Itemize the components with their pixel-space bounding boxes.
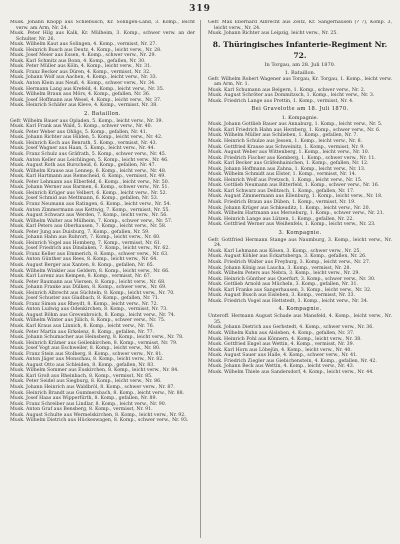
- casualty-entry: Musk. Karl Franke aus Sangerhausen, 3. Komp., leicht verw., Nr. 32.: [208, 287, 372, 293]
- casualty-entry: Musk. Anton Günther aus Rees, 8. Komp., leicht verw., Nr. 64.: [10, 257, 158, 263]
- casualty-entry: Musk. August Otto aus Schleiden, 8. Komp., gefallen, Nr. 83.: [10, 362, 155, 368]
- casualty-entry: Musk. Peter Martin aus Erkelenz, 8. Komp., gefallen, Nr. 77.: [10, 329, 155, 335]
- casualty-list-block-5: [208, 314, 392, 375]
- casualty-entry: Musk. Johann Hoffmann aus Zahna, 1. Komp., leicht verw., Nr. 13.: [208, 166, 366, 172]
- casualty-entry: Musk. Johann Beck aus Wettin, 4. Komp., leicht verw., Nr. 43.: [208, 364, 355, 370]
- casualty-entry: Gefr. Wilhelm Robert Wagener aus Torgau, Kr. Torgau, 1. Komp., leicht verw. am Arm, Nr. 1.: [208, 76, 392, 88]
- casualty-entry: Musk. Heinrich Schulze aus Jessen, 1. Komp., leicht verw., Nr. 8.: [208, 139, 363, 145]
- casualty-entry: Musk. Karl Lorenz aus Kempen, 8. Komp., vermisst, Nr. 67.: [10, 274, 152, 280]
- casualty-entry: Musk. Friedrich Vogel aus Hettstedt, 3. Komp., leicht verw., Nr. 34.: [208, 298, 369, 304]
- casualty-entry: Musk. Josef Haas aus Wipperfürth, 8. Komp., gefallen, Nr. 89.: [10, 396, 157, 402]
- casualty-entry: Musk. Josef Vogt aus Eschweiler, 8. Komp., leicht verw., Nr. 80.: [10, 346, 161, 352]
- casualty-list-block-3: [208, 122, 392, 227]
- casualty-entry: Musk. Hermann Lang aus Krefeld, 4. Komp., leicht verw., Nr. 35.: [10, 86, 165, 92]
- casualty-entry: Musk. Wilhelm Sommer aus Euskirchen, 8. Komp., leicht verw., Nr. 84.: [10, 368, 179, 374]
- casualty-entry: Musk. Gottfried Krause aus Schweinitz, 1. Komp., vermisst, Nr. 9.: [208, 144, 365, 150]
- casualty-entry: Musk. Franz Keller aus Emmerich, 8. Komp., schwer verw., Nr. 63.: [10, 251, 169, 257]
- casualty-entry: Musk. Friedrich Fischer aus Kemberg, 1. Komp., schwer verw., Nr. 11.: [208, 155, 376, 161]
- casualty-entry: Musk. Heinrich Krämer aus Geilenkirchen, 8. Komp., vermisst, Nr. 79.: [10, 340, 178, 346]
- page-number: 319: [189, 4, 211, 14]
- casualty-entry: Musk. Johann Gottlieb Bauer aus Annaburg, 1. Komp., leicht verw., Nr. 5.: [208, 122, 383, 128]
- casualty-entry: Musk. Franz Schreiber aus Lindlar, 8. Komp., leicht verw., Nr. 90.: [10, 401, 167, 407]
- casualty-entry: Musk. Heinrich Lange aus Lützen, 1. Komp., gefallen, Nr. 22.: [208, 216, 354, 222]
- casualty-entry: Musk. Wilhelm Dietrich aus Hückeswagen, 8. Komp., schwer verw., Nr. 93.: [10, 418, 189, 424]
- casualty-entry: Musk. Wilhelm Kaut aus Solingen, 4. Komp., vermisst, Nr. 27.: [10, 42, 157, 48]
- casualty-entry: Musk. Franz Simon aus Rheydt, 8. Komp., leicht verw., Nr. 72.: [10, 301, 159, 307]
- casualty-entry: Musk. August Zimmermann aus Eilenburg, 1. Komp., leicht verw., Nr. 18.: [208, 194, 383, 200]
- casualty-entry: Musk. Heinrich Wolf aus Pretzsch, 1. Komp., leicht verw., Nr. 15.: [208, 177, 363, 183]
- casualty-entry: Musk. Peter Weber aus Ohligs, 5. Komp., gefallen, Nr. 41.: [10, 129, 148, 135]
- casualty-entry: Musk. Johann Richter aus Leipzig, leicht verw., Nr. 25.: [208, 31, 338, 37]
- casualty-entry: Musk. Wilhelm Schmidt aus Elster, 1. Komp., vermisst, Nr. 14.: [208, 172, 357, 178]
- casualty-entry: Musk. Anton Graf aus Bensberg, 8. Komp., vermisst, Nr. 91.: [10, 407, 153, 413]
- casualty-entry: Musk. Heinrich Pohl aus Könnern, 4. Komp., leicht verw., Nr. 38.: [208, 336, 362, 342]
- casualty-entry: Musk. Wilhelm Peters aus Nebra, 3. Komp., leicht verw., Nr. 29.: [208, 271, 360, 277]
- casualty-entry: Musk. Wilhelm Thiele aus Sandersdorf, 4. Komp., leicht verw., Nr. 44.: [208, 369, 374, 375]
- casualty-entry: Musk. August Weber aus Wittenberg, 1. Komp., leicht verw., Nr. 10.: [208, 150, 370, 156]
- casualty-entry: Musk. Karl Schumann aus Belgern, 1. Komp., schwer verw., Nr. 2.: [208, 87, 366, 93]
- casualty-entry: Musk. Karl Groß aus Rheinbach, 8. Komp., vermisst, Nr. 85.: [10, 373, 153, 379]
- casualty-list-block-2: [10, 119, 195, 424]
- casualty-entry: Musk. Karl Lehmann aus Kösen, 3. Komp., schwer verw., Nr. 25.: [208, 248, 361, 254]
- casualty-entry: Musk. Wilhelm Krause aus Lennep, 6. Komp., leicht verw., Nr. 48.: [10, 168, 167, 174]
- battle-heading: Bei Gravelotte am 18. Juli 1870.: [251, 106, 349, 113]
- casualty-entry: Musk. Johann Dietrich aus Gerbstedt, 4. Komp., schwer verw., Nr. 36.: [208, 325, 374, 331]
- casualty-entry: Musk. Karl Frank aus Wald, 5. Komp., schwer verw., Nr. 40.: [10, 124, 153, 130]
- casualty-entry: Musk. Gottlieb Arnold aus Mücheln, 3. Komp., gefallen, Nr. 31.: [208, 282, 358, 288]
- casualty-entry: Musk. Heinrich Günther aus Querfurt, 3. Komp., schwer verw., Nr. 30.: [208, 276, 376, 282]
- casualty-list-block-2: [208, 77, 392, 105]
- casualty-entry: Musk. Wilhelm Müller aus Schlieben, 1. Komp., gefallen, Nr. 7.: [208, 133, 358, 139]
- casualty-entry: Musk. Johann Krüger aus Schkeuditz, 1. Komp., leicht verw., Nr. 20.: [208, 205, 371, 211]
- casualty-entry: Musk. August Böhm aus Grevenbroich, 8. Komp., leicht verw., Nr. 74.: [10, 312, 176, 318]
- left-column: [10, 20, 195, 538]
- casualty-entry: Musk. Franz Schulz aus Gräfrath, 5. Komp., schwer verw., Nr. 45.: [10, 152, 167, 158]
- casualty-entry: Musk. Heinrich Krüger aus Velbert, 6. Komp., leicht verw., Nr. 52.: [10, 190, 168, 196]
- right-column: [208, 20, 392, 538]
- casualty-entry: Musk. Johann Wolf aus Aachen, 4. Komp., leicht verw., Nr. 33.: [10, 75, 158, 81]
- casualty-entry: Musk. Heinrich Schäfer aus Kleve, 4. Komp., vermisst, Nr. 38.: [10, 103, 158, 109]
- casualty-entry: Musk. August Sauer aus Halle, 4. Komp., schwer verw., Nr. 41.: [208, 353, 358, 359]
- casualty-entry: Musk. Johann Richter aus Hilden, 5. Komp., leicht verw., Nr. 42.: [10, 135, 163, 141]
- casualty-entry: Musk. Johann Schumacher aus Heinsberg, 8. Komp., leicht verw., Nr. 78.: [10, 335, 184, 341]
- company-heading-4: 4. Kompagnie.: [278, 306, 322, 313]
- casualty-entry: Musk. Wilhelm Winter aus Jülich, 8. Komp., schwer verw., Nr. 75.: [10, 318, 166, 324]
- casualty-entry: Musk. Franz Stein aus Stolberg, 8. Komp., schwer verw., Nr. 81.: [10, 351, 163, 357]
- casualty-entry: Musk. Heinrich Vogel aus Homberg, 7. Komp., vermisst, Nr. 61.: [10, 240, 162, 246]
- casualty-entry: Musk. Gottlieb Neumann aus Bitterfeld, 1. Komp., schwer verw., Nr. 16.: [208, 183, 380, 189]
- casualty-entry: Musk. Karl Horn aus Löbejün, 4. Komp., leicht verw., Nr. 40.: [208, 347, 352, 353]
- casualty-entry: Musk. Johann Hahn aus Ruhrort, 7. Komp., leicht verw., Nr. 60.: [10, 235, 161, 241]
- casualty-list-block-1: [10, 20, 195, 109]
- casualty-entry: Gefr. Gottfried Hermann Stange aus Naumburg, 3. Komp., leicht verw., Nr. 24.: [208, 237, 392, 249]
- casualty-entry: Musk. Anton Klein aus Neuß, 4. Komp., schwer verw., Nr. 34.: [10, 81, 156, 87]
- casualty-entry: Musk. Anton Zimmermann aus Kettwig, 7. Komp., vermisst, Nr. 55.: [10, 207, 170, 213]
- casualty-entry: Musk. Karl Peters aus Oberhausen, 7. Komp., leicht verw., Nr. 58.: [10, 224, 167, 230]
- casualty-entry: Musk. Johann Heinrich aus Waldbröl, 8. Komp., schwer verw., Nr. 87.: [10, 385, 175, 390]
- casualty-entry: Musk. Karl Schmitz aus Bonn, 4. Komp., gefallen, Nr. 30.: [10, 58, 146, 64]
- casualty-entry: Musk. Gottfried Werner aus Weißenfels, 1. Komp., leicht verw., Nr. 23.: [208, 222, 376, 228]
- casualty-entry: Musk. Wilhelm Braun aus Mörs, 4. Komp., gefallen, Nr. 36.: [10, 92, 151, 98]
- casualty-entry: Musk. Josef Schuster aus Gladbach, 8. Komp., gefallen, Nr. 71.: [10, 296, 160, 302]
- casualty-entry: Musk. Wilhelm Kuhn aus Alsleben, 4. Komp., gefallen, Nr. 37.: [208, 330, 355, 336]
- casualty-entry: Musk. Peter Müller aus Köln, 4. Komp., leicht verw., Nr. 31.: [10, 64, 152, 70]
- staff-heading: 1. Bataillon.: [284, 69, 316, 76]
- casualty-entry: Musk. August Köhler aus Eckartsberga, 3. Komp., gefallen, Nr. 26.: [208, 254, 367, 260]
- casualty-entry: Musk. Anton Ludwig aus Odenkirchen, 8. Komp., vermisst, Nr. 73.: [10, 307, 168, 313]
- casualty-entry: Musk. Peter Jung aus Duisburg, 7. Komp., gefallen, Nr. 59.: [10, 229, 150, 235]
- casualty-entry: Musk. Josef Friedrich aus Dinslaken, 7. Komp., leicht verw., Nr. 62.: [10, 246, 170, 252]
- casualty-entry: Musk. Wilhelm Winkler aus Geldern, 8. Komp., leicht verw., Nr. 66.: [10, 268, 170, 274]
- company-heading-3: 3. Kompagnie.: [278, 229, 322, 236]
- casualty-entry: Musk. August Schröter aus Dommitzsch, 1. Komp., leicht verw., Nr. 3.: [208, 93, 375, 99]
- company-heading-1: 1. Kompagnie.: [281, 115, 319, 122]
- casualty-entry: Musk. Wilhelm Hartmann aus Merseburg, 1. Komp., schwer verw., Nr. 21.: [208, 211, 385, 217]
- casualty-entry: Musk. August Schulte aus Wermelskirchen, 8. Komp., leicht verw., Nr. 92.: [10, 412, 186, 418]
- casualty-entry: Musk. Josef Schmid aus Mettmann, 6. Komp., gefallen, Nr. 53.: [10, 196, 159, 202]
- casualty-entry: Musk. Josef Meier aus Essen, 4. Komp., schwer verw., Nr. 29.: [10, 53, 156, 59]
- casualty-entry: Unteroff. Hermann August Schade aus Mansfeld, 4. Komp., leicht verw., Nr. 35.: [208, 314, 392, 325]
- casualty-entry: Musk. Peter Seidel aus Siegburg, 8. Komp., leicht verw., Nr. 86.: [10, 379, 162, 385]
- casualty-entry: Musk. Josef Wagner aus Haan, 5. Komp., leicht verw., Nr. 44.: [10, 146, 155, 152]
- casualty-entry: Musk. Wilhelm Walter aus Mülheim, 7. Komp., schwer verw., Nr. 57.: [10, 218, 173, 224]
- casualty-entry: Gefr. Max Eberhard Albrecht aus Zeitz, Kr. Sangerhausen (? 7), Komp. 3, leicht verw., Nr. 24.: [208, 20, 392, 31]
- casualty-entry: Musk. Gottfried Engel aus Wettin, 4. Komp., vermisst, Nr. 39.: [208, 342, 355, 348]
- casualty-entry: Musk. Johann Franke aus Dülken, 8. Komp., schwer verw., Nr. 69.: [10, 285, 167, 291]
- casualty-entry: Musk. Karl Schwarz aus Delitzsch, 1. Komp., gefallen, Nr. 17.: [208, 188, 355, 194]
- casualty-list-block-4: [208, 238, 392, 305]
- casualty-entry: Musk. Anton Keller aus Leichlingen, 5. Komp., leicht verw., Nr. 46.: [10, 157, 169, 163]
- regiment-subheading: In Torgau, am 28. Juli 1870.: [264, 61, 336, 68]
- regiment-heading: 8. Thüringisches Infanterie-Regiment Nr. 72.: [212, 39, 388, 60]
- casualty-entry: Musk. Friedrich Lange aus Prettin, 1. Komp., vermisst, Nr. 4.: [208, 98, 354, 104]
- casualty-entry: Musk. August Busch aus Eisleben, 3. Komp., vermisst, Nr. 33.: [208, 293, 355, 299]
- casualty-entry: Musk. Friedrich Braun aus Düben, 1. Komp., vermisst, Nr. 19.: [208, 200, 356, 206]
- casualty-list-block-1: [208, 20, 392, 37]
- casualty-entry: Musk. Josef Hoffmann aus Wesel, 4. Komp., leicht verw., Nr. 37.: [10, 97, 162, 103]
- section-heading-battalion: 2. Bataillon.: [84, 110, 121, 117]
- casualty-entry: Musk. Peter Lehmann aus Elberfeld, 6. Komp., leicht verw., Nr. 50.: [10, 179, 170, 185]
- casualty-entry: Musk. August Roth aus Burscheid, 6. Komp., gefallen, Nr. 47.: [10, 163, 157, 169]
- casualty-entry: Musk. August Berger aus Xanten, 8. Komp., gefallen, Nr. 65.: [10, 262, 155, 268]
- casualty-entry: Musk. Johann König aus Laucha, 3. Komp., vermisst, Nr. 28.: [208, 265, 351, 271]
- casualty-entry: Musk. Johann Knopp aus Schlebusch, Kr. Solingen-Land, 3. Komp., leicht verw. am Arm, Nr. 24.: [10, 20, 195, 31]
- casualty-entry: Gefr. Wilhelm Bauer aus Opladen, 5. Komp., leicht verw., Nr. 39.: [10, 118, 164, 124]
- casualty-entry: Musk. Heinrich Koch aus Benrath, 5. Komp., vermisst, Nr. 43.: [10, 140, 158, 146]
- casualty-entry: Musk. Friedrich Walter aus Freyburg, 3. Komp., leicht verw., Nr. 27.: [208, 259, 371, 265]
- casualty-entry: Musk. Heinrich Brandt aus Gummersbach, 8. Komp., leicht verw., Nr. 88.: [10, 390, 185, 396]
- casualty-entry: Musk. Karl Becker aus Gräfenhainichen, 1. Komp., gefallen, Nr. 12.: [208, 161, 369, 167]
- casualty-entry: Musk. Karl Friedrich Hahn aus Herzberg, 1. Komp., schwer verw., Nr. 6.: [208, 127, 381, 133]
- casualty-entry: Musk. Anton Jäger aus Monschau, 8. Komp., leicht verw., Nr. 82.: [10, 357, 164, 363]
- casualty-entry: Musk. Peter Hilg aus Kalk, Kr. Mülheim, 3. Komp., schwer verw. an der Schulter, Nr. 26.: [10, 31, 195, 42]
- casualty-entry: Musk. Karl Kraus aus Linnich, 8. Komp., leicht verw., Nr. 76.: [10, 323, 155, 329]
- casualty-entry: Musk. Franz Becker aus Düren, 4. Komp., vermisst, Nr. 32.: [10, 69, 151, 75]
- casualty-entry: Musk. Friedrich Ziegler aus Giebichenstein, 4. Komp., gefallen, Nr. 42.: [208, 358, 377, 364]
- casualty-entry: Musk. August Schwarz aus Werden, 7. Komp., leicht verw., Nr. 56.: [10, 213, 168, 219]
- column-divider: [200, 20, 201, 538]
- casualty-entry: Musk. Johann Werner aus Barmen, 6. Komp., schwer verw., Nr. 51.: [10, 185, 169, 191]
- casualty-entry: Musk. Karl Hartmann aus Remscheid, 6. Komp., vermisst, Nr. 49.: [10, 174, 166, 180]
- casualty-entry: Musk. Franz Neumann aus Ratingen, 6. Komp., leicht verw., Nr. 54.: [10, 201, 172, 207]
- casualty-entry: Musk. Heinrich Busch aus Deutz, 4. Komp., leicht verw., Nr. 28.: [10, 47, 162, 53]
- casualty-entry: Musk. Peter Baumann aus Viersen, 8. Komp., leicht verw., Nr. 68.: [10, 279, 166, 285]
- casualty-entry: Musk. Heinrich Albrecht aus Süchteln, 8. Komp., leicht verw., Nr. 70.: [10, 290, 175, 296]
